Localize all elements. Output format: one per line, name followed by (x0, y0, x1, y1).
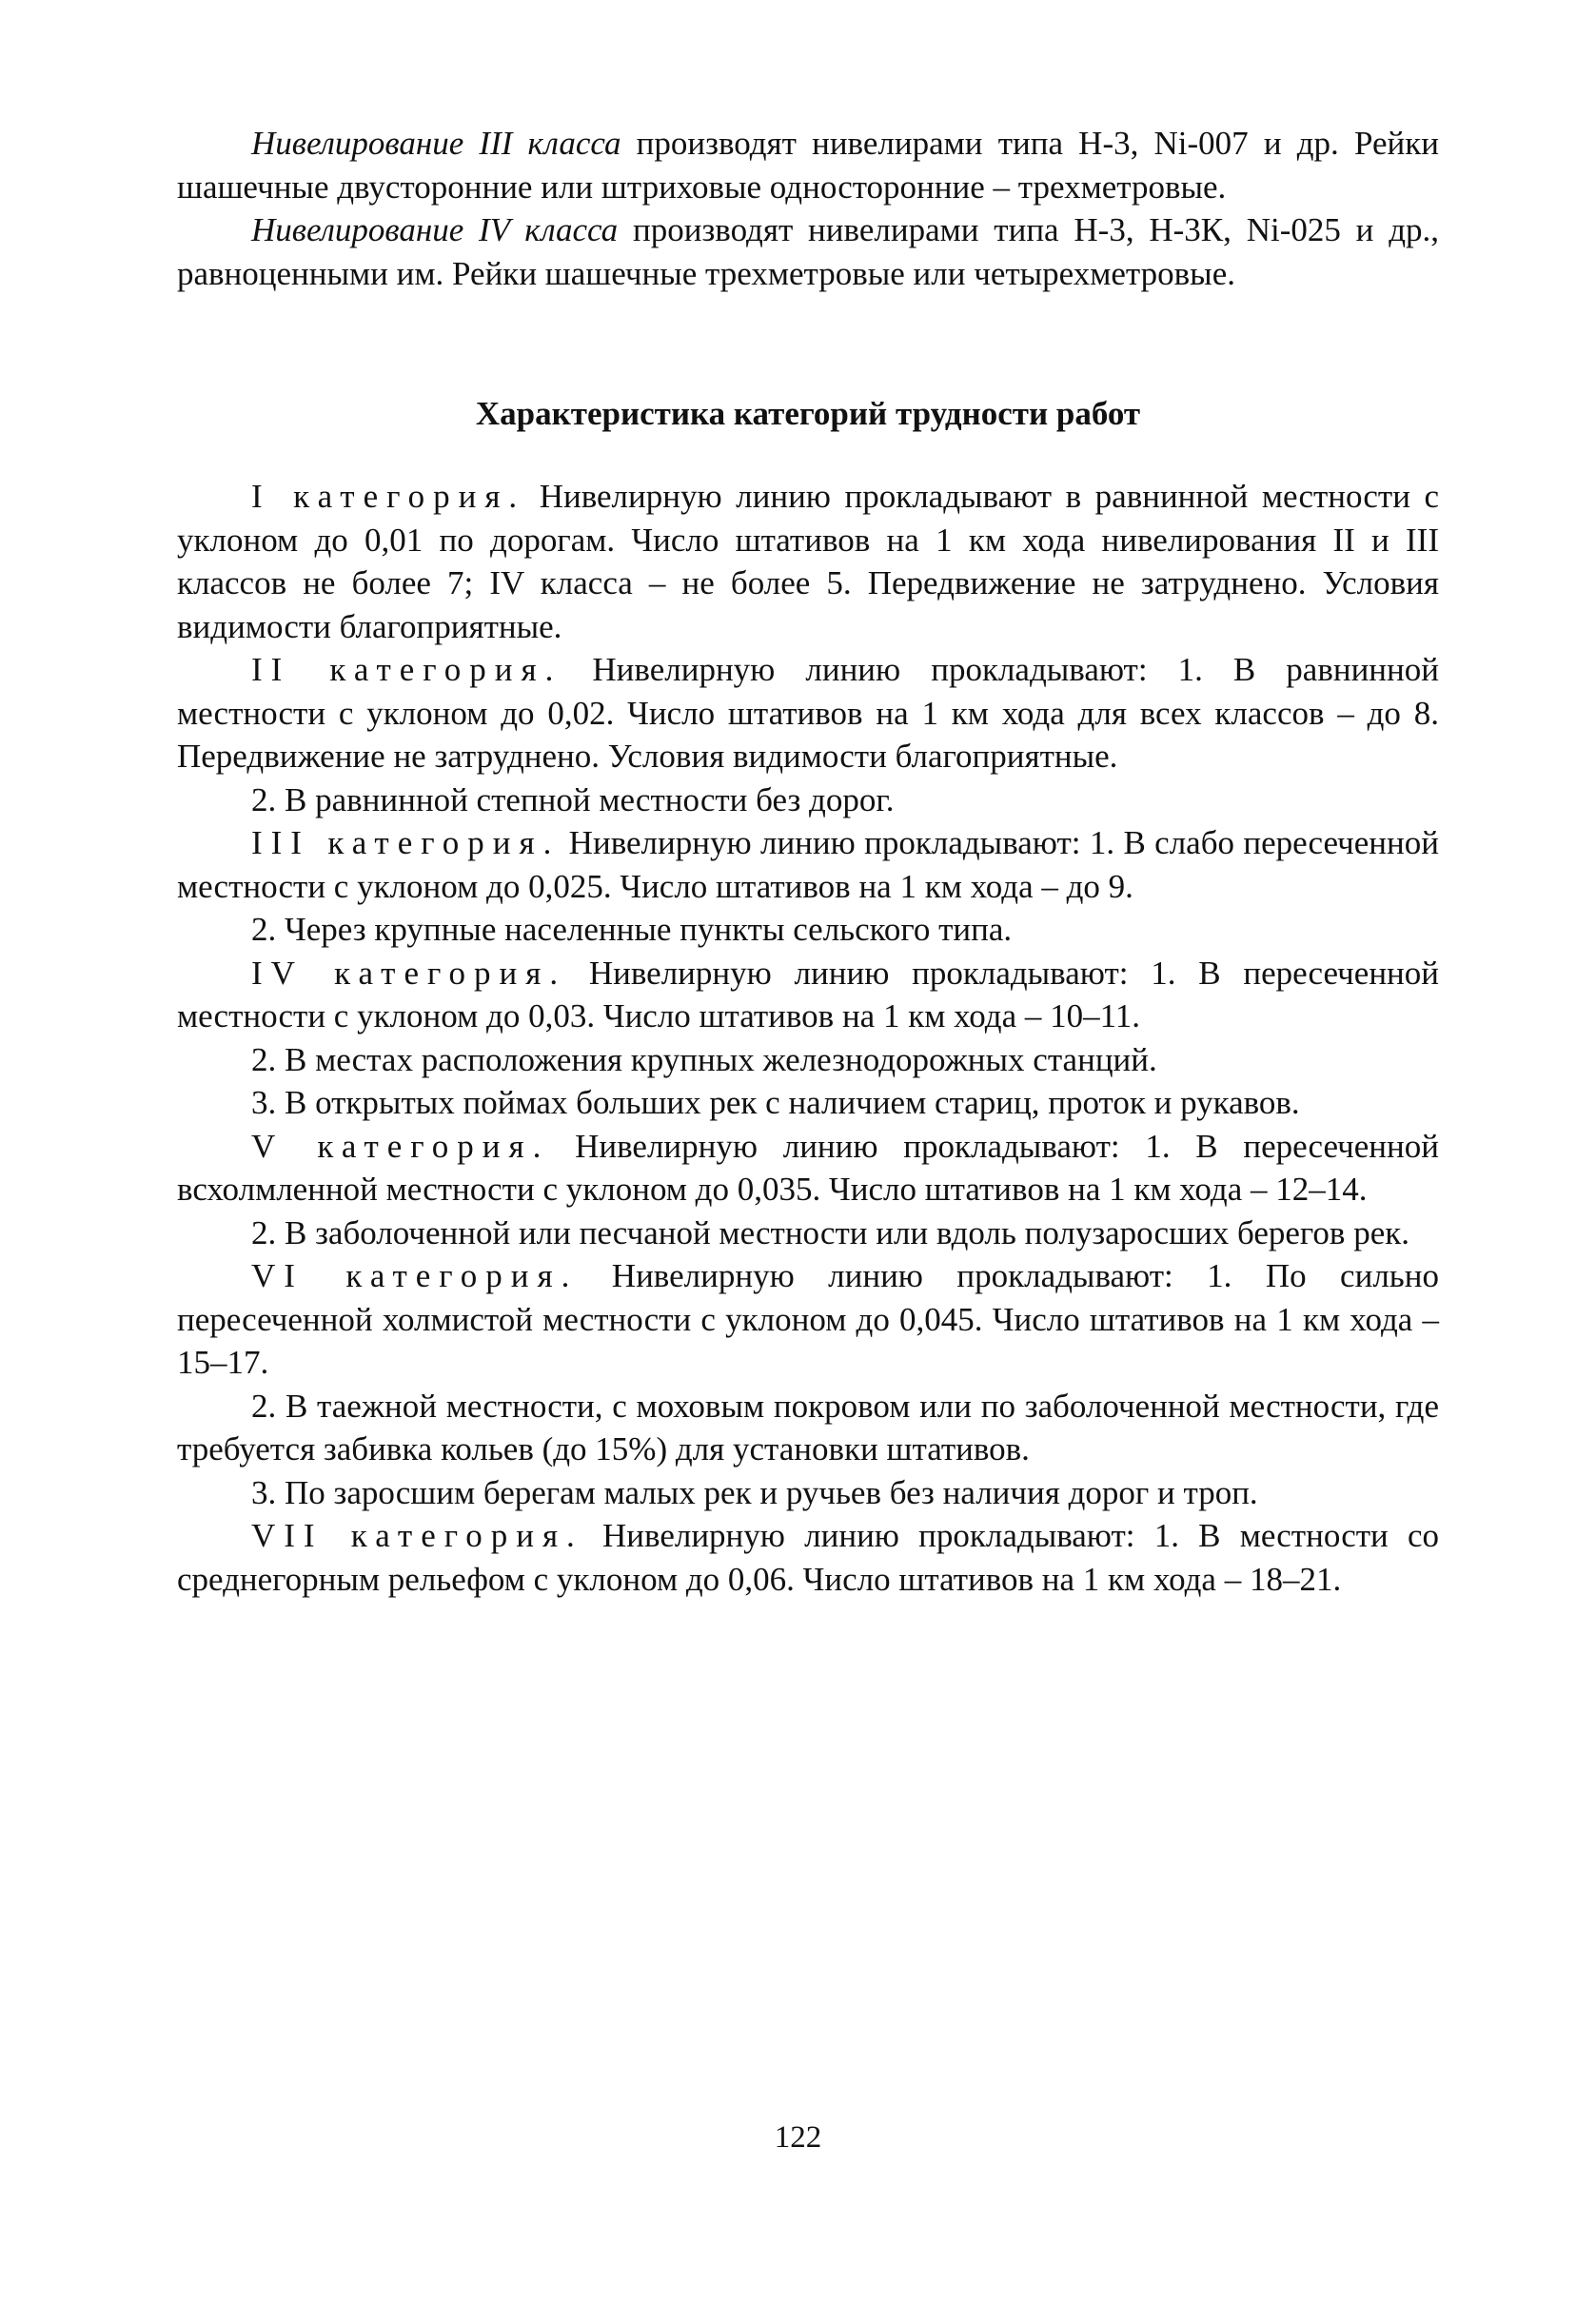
category-name: VI категория. (251, 1257, 579, 1294)
intro-paragraph-iv (177, 208, 1439, 295)
category-item: 2. В таежной местности, с моховым покровом или по заболоченной местности, где требуется забивка кольев (до 15%) для установки штативов. (177, 1387, 1439, 1468)
intro-lead: Нивелирование IV класса (251, 211, 619, 248)
intro-text: производят нивелирами типа Н-3, Н-3К, Ni-025 и др., равноценными им. Рейки шашечные трехметровые или четырехметровые. (177, 211, 1439, 292)
category-3 (177, 821, 1439, 908)
category-name: II категория. (251, 651, 562, 688)
category-name: III категория. (251, 824, 561, 861)
category-2 (177, 648, 1439, 778)
category-item: 2. В заболоченной или песчаной местности или вдоль полузаросших берегов рек. (251, 1213, 1409, 1251)
category-text: Нивелирную линию прокладывают: 1. В равнинной местности с уклоном до 0,02. Число штативов на 1 км хода для всех классов – до 8. Передвижение не затруднено. Условия видимости благоприятные. (177, 651, 1439, 775)
category-name: I категория. (251, 478, 526, 515)
page-body (177, 122, 1439, 1601)
category-7 (177, 1514, 1439, 1601)
category-item: 2. В местах расположения крупных железнодорожных станций. (251, 1040, 1157, 1078)
category-name: IV категория. (251, 954, 567, 992)
section-heading: Характеристика категорий трудности работ (475, 395, 1141, 432)
page-number: 122 (774, 2120, 822, 2155)
category-name: VII категория. (251, 1517, 583, 1554)
category-4 (177, 952, 1439, 1038)
category-text: Нивелирную линию прокладывают в равнинной местности с уклоном до 0,01 по дорогам. Число штативов на 1 км хода нивелирования II и III классов не более 7; IV класса – не более 5. Передвижение не затруднено. Условия видимости благоприятные. (177, 478, 1439, 645)
category-5 (177, 1125, 1439, 1212)
category-text: Нивелирную линию прокладывают: 1. В слабо пересеченной местности с уклоном до 0,025. Число штативов на 1 км хода – до 9. (177, 824, 1439, 905)
category-1 (177, 475, 1439, 648)
intro-text: производят нивелирами типа Н-3, Ni-007 и др. Рейки шашечные двусторонние или штриховые односторонние – трехметровые. (177, 125, 1439, 206)
intro-paragraph-iii (177, 122, 1439, 208)
category-item: 3. По заросшим берегам малых рек и ручьев без наличия дорог и троп. (251, 1473, 1258, 1511)
category-text: Нивелирную линию прокладывают: 1. По сильно пересеченной холмистой местности с уклоном до 0,045. Число штативов на 1 км хода – 15–17. (177, 1257, 1439, 1381)
category-text: Нивелирную линию прокладывают: 1. В пересеченной местности с уклоном до 0,03. Число штативов на 1 км хода – 10–11. (177, 954, 1440, 1034)
category-text: Нивелирную линию прокладывают: 1. В местности со среднегорным рельефом с уклоном до 0,06. Число штативов на 1 км хода – 18–21. (177, 1517, 1439, 1598)
category-item: 3. В открытых поймах больших рек с наличием стариц, проток и рукавов. (251, 1084, 1300, 1121)
category-item: 2. Через крупные населенные пункты сельского типа. (251, 911, 1013, 948)
category-item: 2. В равнинной степной местности без дорог. (251, 780, 895, 818)
category-text: Нивелирную линию прокладывают: 1. В пересеченной всхолмленной местности с уклоном до 0,035. Число штативов на 1 км хода – 12–14. (177, 1127, 1439, 1208)
intro-lead: Нивелирование III класса (251, 125, 621, 162)
category-name: V категория. (251, 1127, 550, 1165)
category-6 (177, 1254, 1439, 1385)
